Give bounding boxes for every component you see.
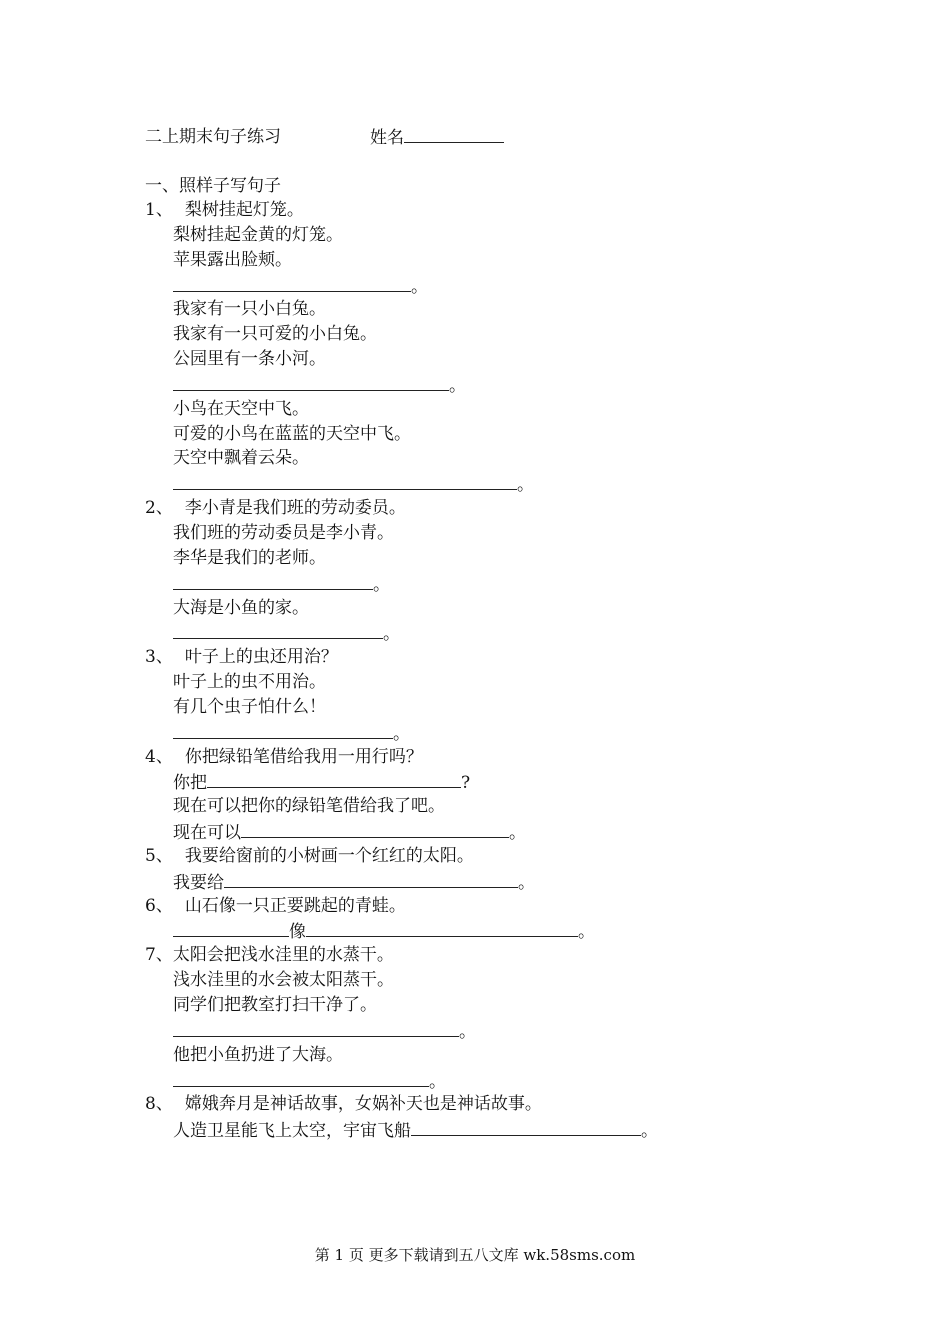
target-sentence: 同学们把教室打扫干净了。 bbox=[173, 995, 377, 1015]
answer-blank[interactable] bbox=[173, 1018, 459, 1037]
question-7 bbox=[145, 943, 765, 968]
answer-blank[interactable] bbox=[411, 1117, 641, 1136]
worksheet-title: 二上期末句子练习 bbox=[145, 127, 281, 147]
period: 。 bbox=[429, 1071, 446, 1092]
question-6 bbox=[145, 894, 765, 919]
question-text: 山石像一只正要跳起的青蛙。 bbox=[184, 895, 406, 916]
question-text: 李小青是我们班的劳动委员。 bbox=[184, 498, 406, 519]
answer-blank[interactable] bbox=[207, 769, 461, 788]
period: 。 bbox=[383, 624, 400, 645]
name-label: 姓名 bbox=[370, 128, 404, 148]
example-sentence: 浅水洼里的水会被太阳蒸干。 bbox=[173, 970, 394, 991]
period: 。 bbox=[449, 375, 466, 396]
question-4 bbox=[145, 745, 765, 770]
target-sentence: 他把小鱼扔进了大海。 bbox=[173, 1044, 343, 1065]
answer-line bbox=[145, 471, 765, 496]
answer-line bbox=[145, 372, 765, 397]
answer-blank[interactable] bbox=[173, 720, 393, 739]
example-sentence: 叶子上的虫不用治。 bbox=[173, 672, 326, 693]
answer-mid-word: 像 bbox=[289, 922, 306, 943]
question-mark: ? bbox=[461, 773, 471, 794]
answer-blank[interactable] bbox=[306, 918, 578, 937]
answer-prefix: 我要给 bbox=[173, 872, 224, 893]
question-number: 8、 bbox=[145, 1094, 173, 1115]
period: 。 bbox=[393, 723, 410, 744]
source-sentence: 现在可以把你的绿铅笔借给我了吧。 bbox=[173, 796, 445, 817]
answer-blank[interactable] bbox=[173, 620, 383, 639]
answer-blank[interactable] bbox=[241, 819, 509, 838]
answer-line bbox=[145, 620, 765, 645]
period: 。 bbox=[373, 574, 390, 595]
question-3 bbox=[145, 645, 765, 670]
question-5 bbox=[145, 844, 765, 869]
source-sentence: 我家有一只小白兔。 bbox=[173, 299, 326, 320]
question-2 bbox=[145, 496, 765, 521]
answer-line bbox=[145, 571, 765, 596]
answer-blank[interactable] bbox=[173, 571, 373, 590]
period: 。 bbox=[459, 1021, 476, 1042]
answer-prefix: 现在可以 bbox=[173, 823, 241, 844]
name-field bbox=[370, 124, 504, 151]
period: 。 bbox=[518, 872, 535, 893]
question-number: 6、 bbox=[145, 895, 173, 916]
question-number: 1、 bbox=[145, 200, 173, 220]
answer-blank[interactable] bbox=[173, 1068, 429, 1087]
example-sentence: 梨树挂起金黄的灯笼。 bbox=[173, 224, 343, 245]
example-sentence: 我们班的劳动委员是李小青。 bbox=[173, 522, 394, 543]
answer-line bbox=[145, 1068, 765, 1093]
source-sentence: 小鸟在天空中飞。 bbox=[173, 398, 309, 419]
answer-line bbox=[145, 720, 765, 745]
name-blank[interactable] bbox=[404, 124, 504, 143]
question-1 bbox=[145, 198, 765, 223]
answer-blank[interactable] bbox=[173, 918, 289, 937]
answer-line bbox=[145, 769, 765, 794]
question-text: 太阳会把浅水洼里的水蒸干。 bbox=[172, 945, 394, 966]
answer-line bbox=[145, 819, 765, 844]
question-8 bbox=[145, 1092, 765, 1117]
period: 。 bbox=[578, 922, 595, 943]
question-number: 2、 bbox=[145, 498, 173, 519]
target-sentence: 大海是小鱼的家。 bbox=[173, 597, 309, 618]
worksheet-header bbox=[145, 124, 745, 150]
answer-line bbox=[145, 918, 765, 943]
answer-blank[interactable] bbox=[173, 372, 449, 391]
period: 。 bbox=[509, 823, 526, 844]
target-sentence: 有几个虫子怕什么！ bbox=[173, 696, 326, 717]
exercise-list bbox=[145, 198, 765, 1142]
question-text: 嫦娥奔月是神话故事，女娲补天也是神话故事。 bbox=[184, 1094, 542, 1115]
question-number: 7、 bbox=[145, 945, 173, 966]
page-footer: 第 1 页 更多下载请到五八文库 wk.58sms.com bbox=[314, 1246, 636, 1264]
question-text: 梨树挂起灯笼。 bbox=[184, 200, 304, 220]
question-number: 4、 bbox=[145, 746, 173, 767]
question-text: 叶子上的虫还用治？ bbox=[184, 647, 338, 668]
question-text: 我要给窗前的小树画一个红红的太阳。 bbox=[184, 845, 474, 866]
target-sentence: 苹果露出脸颊。 bbox=[173, 249, 292, 270]
section-heading: 一、照样子写句子 bbox=[145, 176, 281, 196]
example-sentence: 我家有一只可爱的小白兔。 bbox=[173, 324, 377, 345]
period: 。 bbox=[411, 276, 428, 297]
answer-blank[interactable] bbox=[173, 273, 411, 292]
period: 。 bbox=[641, 1121, 658, 1142]
answer-line bbox=[145, 1117, 765, 1142]
answer-blank[interactable] bbox=[173, 471, 517, 490]
example-sentence: 可爱的小鸟在蓝蓝的天空中飞。 bbox=[173, 423, 411, 444]
answer-prefix: 人造卫星能飞上太空，宇宙飞船 bbox=[173, 1121, 411, 1142]
target-sentence: 公园里有一条小河。 bbox=[173, 349, 326, 370]
answer-prefix: 你把 bbox=[173, 773, 207, 794]
answer-line bbox=[145, 869, 765, 894]
answer-line bbox=[145, 1018, 765, 1043]
question-number: 3、 bbox=[145, 647, 173, 668]
period: 。 bbox=[517, 475, 534, 496]
question-number: 5、 bbox=[145, 845, 173, 866]
target-sentence: 天空中飘着云朵。 bbox=[173, 448, 309, 469]
question-text: 你把绿铅笔借给我用一用行吗？ bbox=[184, 746, 423, 767]
answer-blank[interactable] bbox=[224, 869, 518, 888]
answer-line bbox=[145, 273, 765, 298]
target-sentence: 李华是我们的老师。 bbox=[173, 547, 326, 568]
